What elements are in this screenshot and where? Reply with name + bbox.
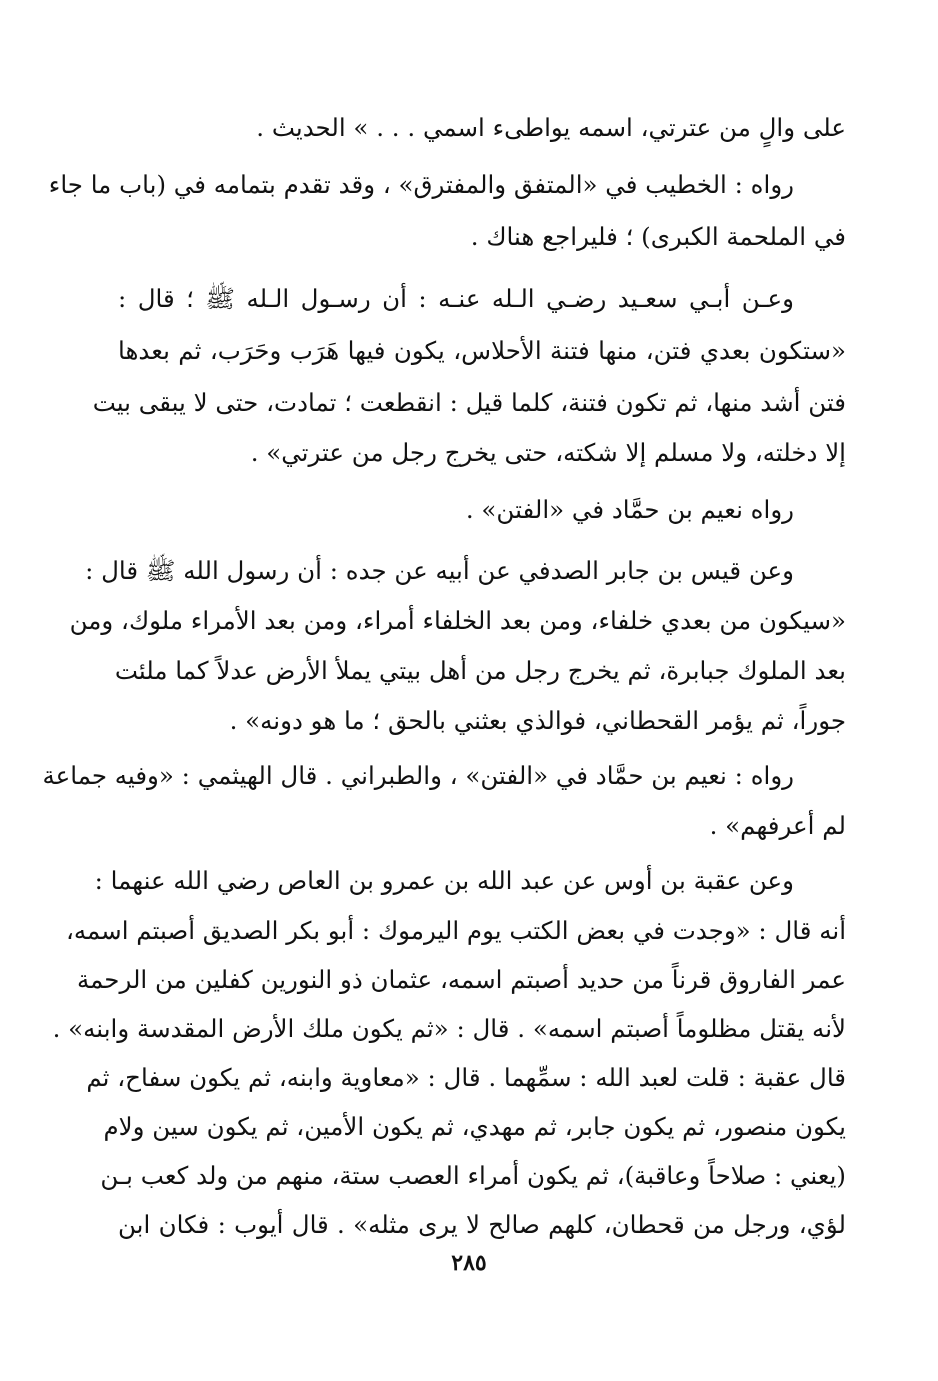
- text-line: على والٍ من عترتي، اسمه يواطىء اسمي . . . » الحديث .: [256, 113, 846, 142]
- text-line: لؤي، ورجل من قحطان، كلهم صالح لا يرى مثله» . قال أيوب : فكان ابن: [118, 1210, 846, 1239]
- text-line: جوراً، ثم يؤمر القحطاني، فوالذي بعثني بالحق ؛ ما هو دونه» .: [229, 706, 846, 735]
- text-line: عمر الفاروق قرناً من حديد أصبتم اسمه، عثمان ذو النورين كفلين من الرحمة: [77, 965, 846, 994]
- text-line: «سيكون من بعدي خلفاء، ومن بعد الخلفاء أمراء، ومن بعد الأمراء ملوك، ومن: [69, 606, 846, 635]
- text-line: لم أعرفهم» .: [709, 811, 846, 840]
- text-line: أنه قال : «وجدت في بعض الكتب يوم اليرموك : أبو بكر الصديق أصبتم اسمه،: [65, 916, 846, 945]
- text-line: إلا دخلته، ولا مسلم إلا شكته، حتى يخرج رجل من عترتي» .: [250, 438, 846, 467]
- text-line: بعد الملوك جبابرة، ثم يخرج رجل من أهل بيتي يملأ الأرض عدلاً كما ملئت: [114, 656, 846, 685]
- text-line: وعـن أبـي سعـيد رضـي الـله عنـه : أن رسـول الـله ﷺ ؛ قال :: [118, 284, 794, 313]
- text-line: فتن أشد منها، ثم تكون فتنة، كلما قيل : انقطعت ؛ تمادت، حتى لا يبقى بيت: [92, 388, 846, 417]
- text-line: لأنه يقتل مظلوماً أصبتم اسمه» . قال : «ثم يكون ملك الأرض المقدسة وابنه» .: [52, 1014, 846, 1043]
- text-line: يكون منصور، ثم يكون جابر، ثم مهدي، ثم يكون الأمين، ثم يكون سين ولام: [103, 1112, 846, 1141]
- page-text: [42, 98, 846, 1338]
- text-line: في الملحمة الكبرى) ؛ فليراجع هناك .: [470, 222, 846, 251]
- page-number: ٢٨٥: [451, 1250, 487, 1276]
- text-line: رواه : الخطيب في «المتفق والمفترق» ، وقد تقدم بتمامه في (باب ما جاء: [48, 170, 794, 199]
- text-line: وعن عقبة بن أوس عن عبد الله بن عمرو بن العاص رضي الله عنهما :: [94, 866, 794, 895]
- text-line: رواه نعيم بن حمَّاد في «الفتن» .: [465, 495, 794, 524]
- text-line: «ستكون بعدي فتن، منها فتنة الأحلاس، يكون فيها هَرَب وحَرَب، ثم بعدها: [118, 336, 846, 365]
- text-line: وعن قيس بن جابر الصدفي عن أبيه عن جده : أن رسول الله ﷺ قال :: [85, 556, 794, 585]
- text-line: رواه : نعيم بن حمَّاد في «الفتن» ، والطبراني . قال الهيثمي : «وفيه جماعة: [42, 761, 794, 790]
- text-line: قال عقبة : قلت لعبد الله : سمِّهما . قال : «معاوية وابنه، ثم يكون سفاح، ثم: [86, 1063, 846, 1092]
- text-line: (يعني : صلاحاً وعاقبة)، ثم يكون أمراء العصب ستة، منهم من ولد كعب بـن: [100, 1161, 846, 1190]
